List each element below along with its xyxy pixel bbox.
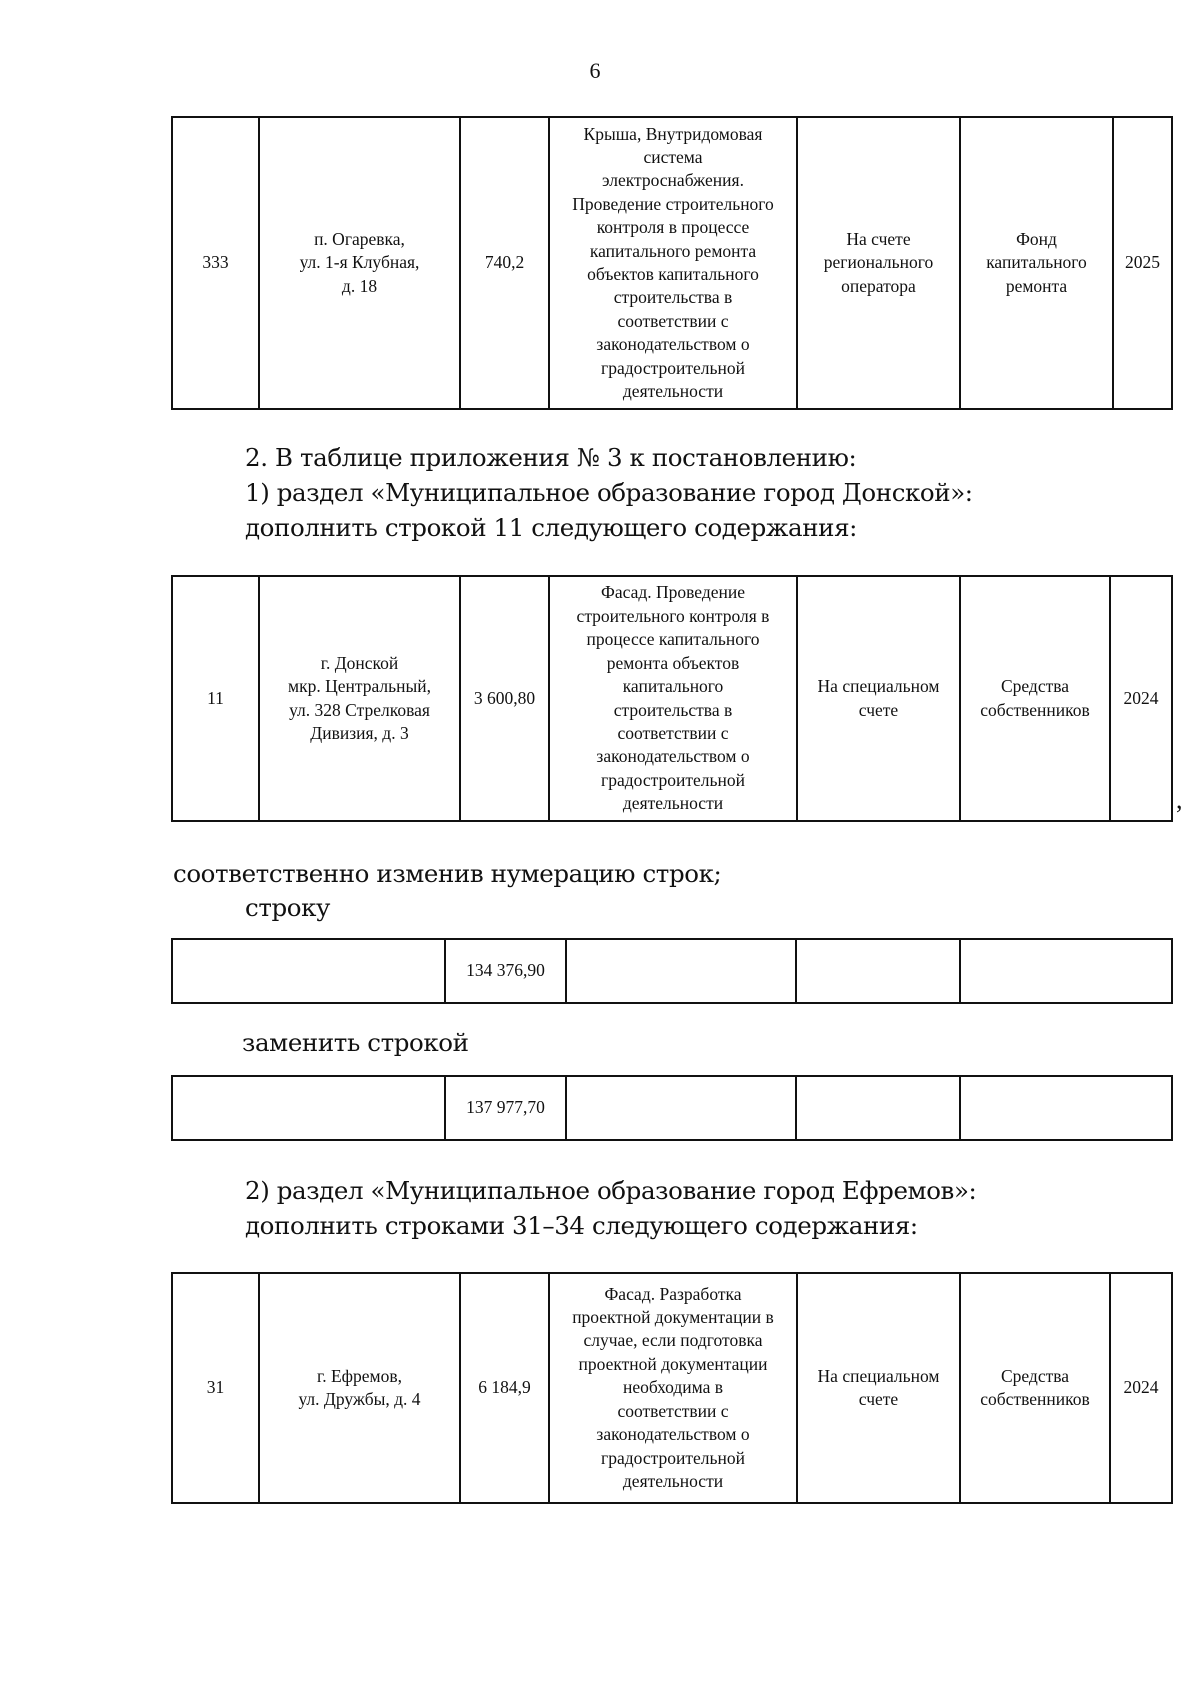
table-row-31 bbox=[171, 1272, 1173, 1504]
cell-text-line: оператора bbox=[841, 275, 916, 296]
row-number-cell: 333 bbox=[172, 117, 259, 409]
cell-text-line: законодательством о bbox=[596, 334, 750, 355]
works-cell bbox=[549, 1273, 797, 1503]
cell-text-line: соответствии с bbox=[617, 1400, 729, 1421]
source-cell bbox=[960, 576, 1110, 821]
works-cell bbox=[549, 117, 797, 409]
cell-text-line: соответствии с bbox=[617, 310, 729, 331]
cell-text-line: Крыша, Внутридомовая bbox=[583, 123, 763, 144]
paragraph-section-efremov bbox=[245, 1173, 976, 1243]
empty-cell bbox=[960, 939, 1172, 1003]
cell-text-line: собственников bbox=[980, 699, 1090, 720]
area-cell: 6 184,9 bbox=[460, 1273, 549, 1503]
cell-text-line: необходима в bbox=[622, 1377, 724, 1398]
cell-text-line: На специальном bbox=[817, 1365, 940, 1386]
cell-text-line: процессе капитального bbox=[586, 629, 760, 650]
cell-text-line: счете bbox=[858, 699, 899, 720]
address-cell bbox=[259, 576, 460, 821]
cell-text-line: г. Ефремов, bbox=[317, 1365, 402, 1386]
cell-text-line: Фасад. Проведение bbox=[601, 582, 745, 603]
cell-text-line: капитального bbox=[986, 252, 1087, 273]
source-cell bbox=[960, 1273, 1110, 1503]
total-cell: 137 977,70 bbox=[445, 1076, 566, 1140]
area-cell: 3 600,80 bbox=[460, 576, 549, 821]
cell-text-line: градостроительной bbox=[601, 1447, 745, 1468]
row-label: строку bbox=[245, 893, 331, 922]
row-number-cell: 31 bbox=[172, 1273, 259, 1503]
empty-cell bbox=[796, 1076, 960, 1140]
empty-cell bbox=[172, 1076, 445, 1140]
empty-cell bbox=[172, 939, 445, 1003]
cell-text-line: законодательством о bbox=[596, 746, 750, 767]
cell-text-line: строительного контроля в bbox=[576, 605, 770, 626]
cell-text-line: градостроительной bbox=[601, 357, 745, 378]
cell-text-line: Средства bbox=[1000, 676, 1070, 697]
cell-text-line: д. 18 bbox=[341, 275, 378, 296]
address-cell bbox=[259, 1273, 460, 1503]
cell-text-line: ремонта bbox=[1005, 275, 1068, 296]
page-number: 6 bbox=[589, 58, 601, 83]
cell-text-line: градостроительной bbox=[601, 769, 745, 790]
cell-text-line: строительства в bbox=[613, 287, 733, 308]
text-line: дополнить строкой 11 следующего содержания: bbox=[245, 513, 857, 542]
cell-text-line: Средства bbox=[1000, 1365, 1070, 1386]
cell-text-line: регионального bbox=[823, 252, 934, 273]
cell-text-line: деятельности bbox=[622, 793, 724, 814]
cell-text-line: капитального bbox=[622, 676, 724, 697]
cell-text-line: деятельности bbox=[622, 381, 724, 402]
trailing-comma: , bbox=[1176, 785, 1183, 814]
empty-cell bbox=[796, 939, 960, 1003]
cell-text-line: ремонта объектов bbox=[606, 652, 740, 673]
text-line: дополнить строками 31–34 следующего содержания: bbox=[245, 1211, 918, 1240]
cell-text-line: счете bbox=[858, 1389, 899, 1409]
cell-text-line: п. Огаревка, bbox=[314, 228, 405, 249]
table-row-11 bbox=[171, 575, 1173, 822]
cell-text-line: ул. 328 Стрелковая bbox=[289, 699, 430, 720]
account-cell bbox=[797, 576, 960, 821]
cell-text-line: ул. 1-я Клубная, bbox=[299, 252, 420, 273]
cell-text-line: г. Донской bbox=[320, 652, 399, 673]
total-cell: 134 376,90 bbox=[445, 939, 566, 1003]
cell-text-line: мкр. Центральный, bbox=[288, 676, 431, 697]
cell-text-line: система bbox=[643, 146, 703, 167]
cell-text-line: Фасад. Разработка bbox=[604, 1283, 742, 1304]
cell-text-line: ул. Дружбы, д. 4 bbox=[298, 1389, 421, 1409]
area-cell: 740,2 bbox=[460, 117, 549, 409]
account-cell bbox=[797, 117, 960, 409]
empty-cell bbox=[566, 939, 796, 1003]
total-row-new bbox=[171, 1075, 1173, 1141]
year-cell: 2024 bbox=[1110, 576, 1172, 821]
cell-text-line: деятельности bbox=[622, 1470, 724, 1491]
cell-text-line: контроля в процессе bbox=[596, 217, 750, 238]
source-cell bbox=[960, 117, 1113, 409]
cell-text-line: Дивизия, д. 3 bbox=[310, 722, 409, 743]
cell-text-line: Фонд bbox=[1016, 228, 1057, 249]
cell-text-line: объектов капитального bbox=[587, 264, 759, 284]
replace-label: заменить строкой bbox=[242, 1028, 469, 1057]
cell-text-line: законодательством о bbox=[596, 1424, 750, 1445]
address-cell bbox=[259, 117, 460, 409]
cell-text-line: собственников bbox=[980, 1389, 1090, 1409]
cell-text-line: случае, если подготовка bbox=[583, 1330, 763, 1351]
cell-text-line: Проведение строительного bbox=[572, 193, 774, 214]
cell-text-line: электроснабжения. bbox=[602, 170, 744, 191]
table-row-333 bbox=[171, 116, 1173, 410]
account-cell bbox=[797, 1273, 960, 1503]
row-number-cell: 11 bbox=[172, 576, 259, 821]
empty-cell bbox=[566, 1076, 796, 1140]
works-cell bbox=[549, 576, 797, 821]
empty-cell bbox=[960, 1076, 1172, 1140]
year-cell: 2025 bbox=[1113, 117, 1172, 409]
cell-text-line: На счете bbox=[846, 228, 911, 249]
paragraph-section-2 bbox=[245, 440, 973, 545]
cell-text-line: соответствии с bbox=[617, 722, 729, 743]
cell-text-line: На специальном bbox=[817, 676, 940, 697]
renumber-instruction: соответственно изменив нумерацию строк; bbox=[173, 859, 722, 888]
text-line: 1) раздел «Муниципальное образование город Донской»: bbox=[245, 478, 973, 507]
cell-text-line: капитального ремонта bbox=[589, 240, 757, 261]
total-row-old bbox=[171, 938, 1173, 1004]
text-line: 2. В таблице приложения № 3 к постановлению: bbox=[245, 443, 857, 472]
year-cell: 2024 bbox=[1110, 1273, 1172, 1503]
cell-text-line: строительства в bbox=[613, 699, 733, 720]
cell-text-line: проектной документации в bbox=[572, 1307, 774, 1328]
text-line: 2) раздел «Муниципальное образование город Ефремов»: bbox=[245, 1176, 977, 1205]
cell-text-line: проектной документации bbox=[578, 1353, 768, 1374]
